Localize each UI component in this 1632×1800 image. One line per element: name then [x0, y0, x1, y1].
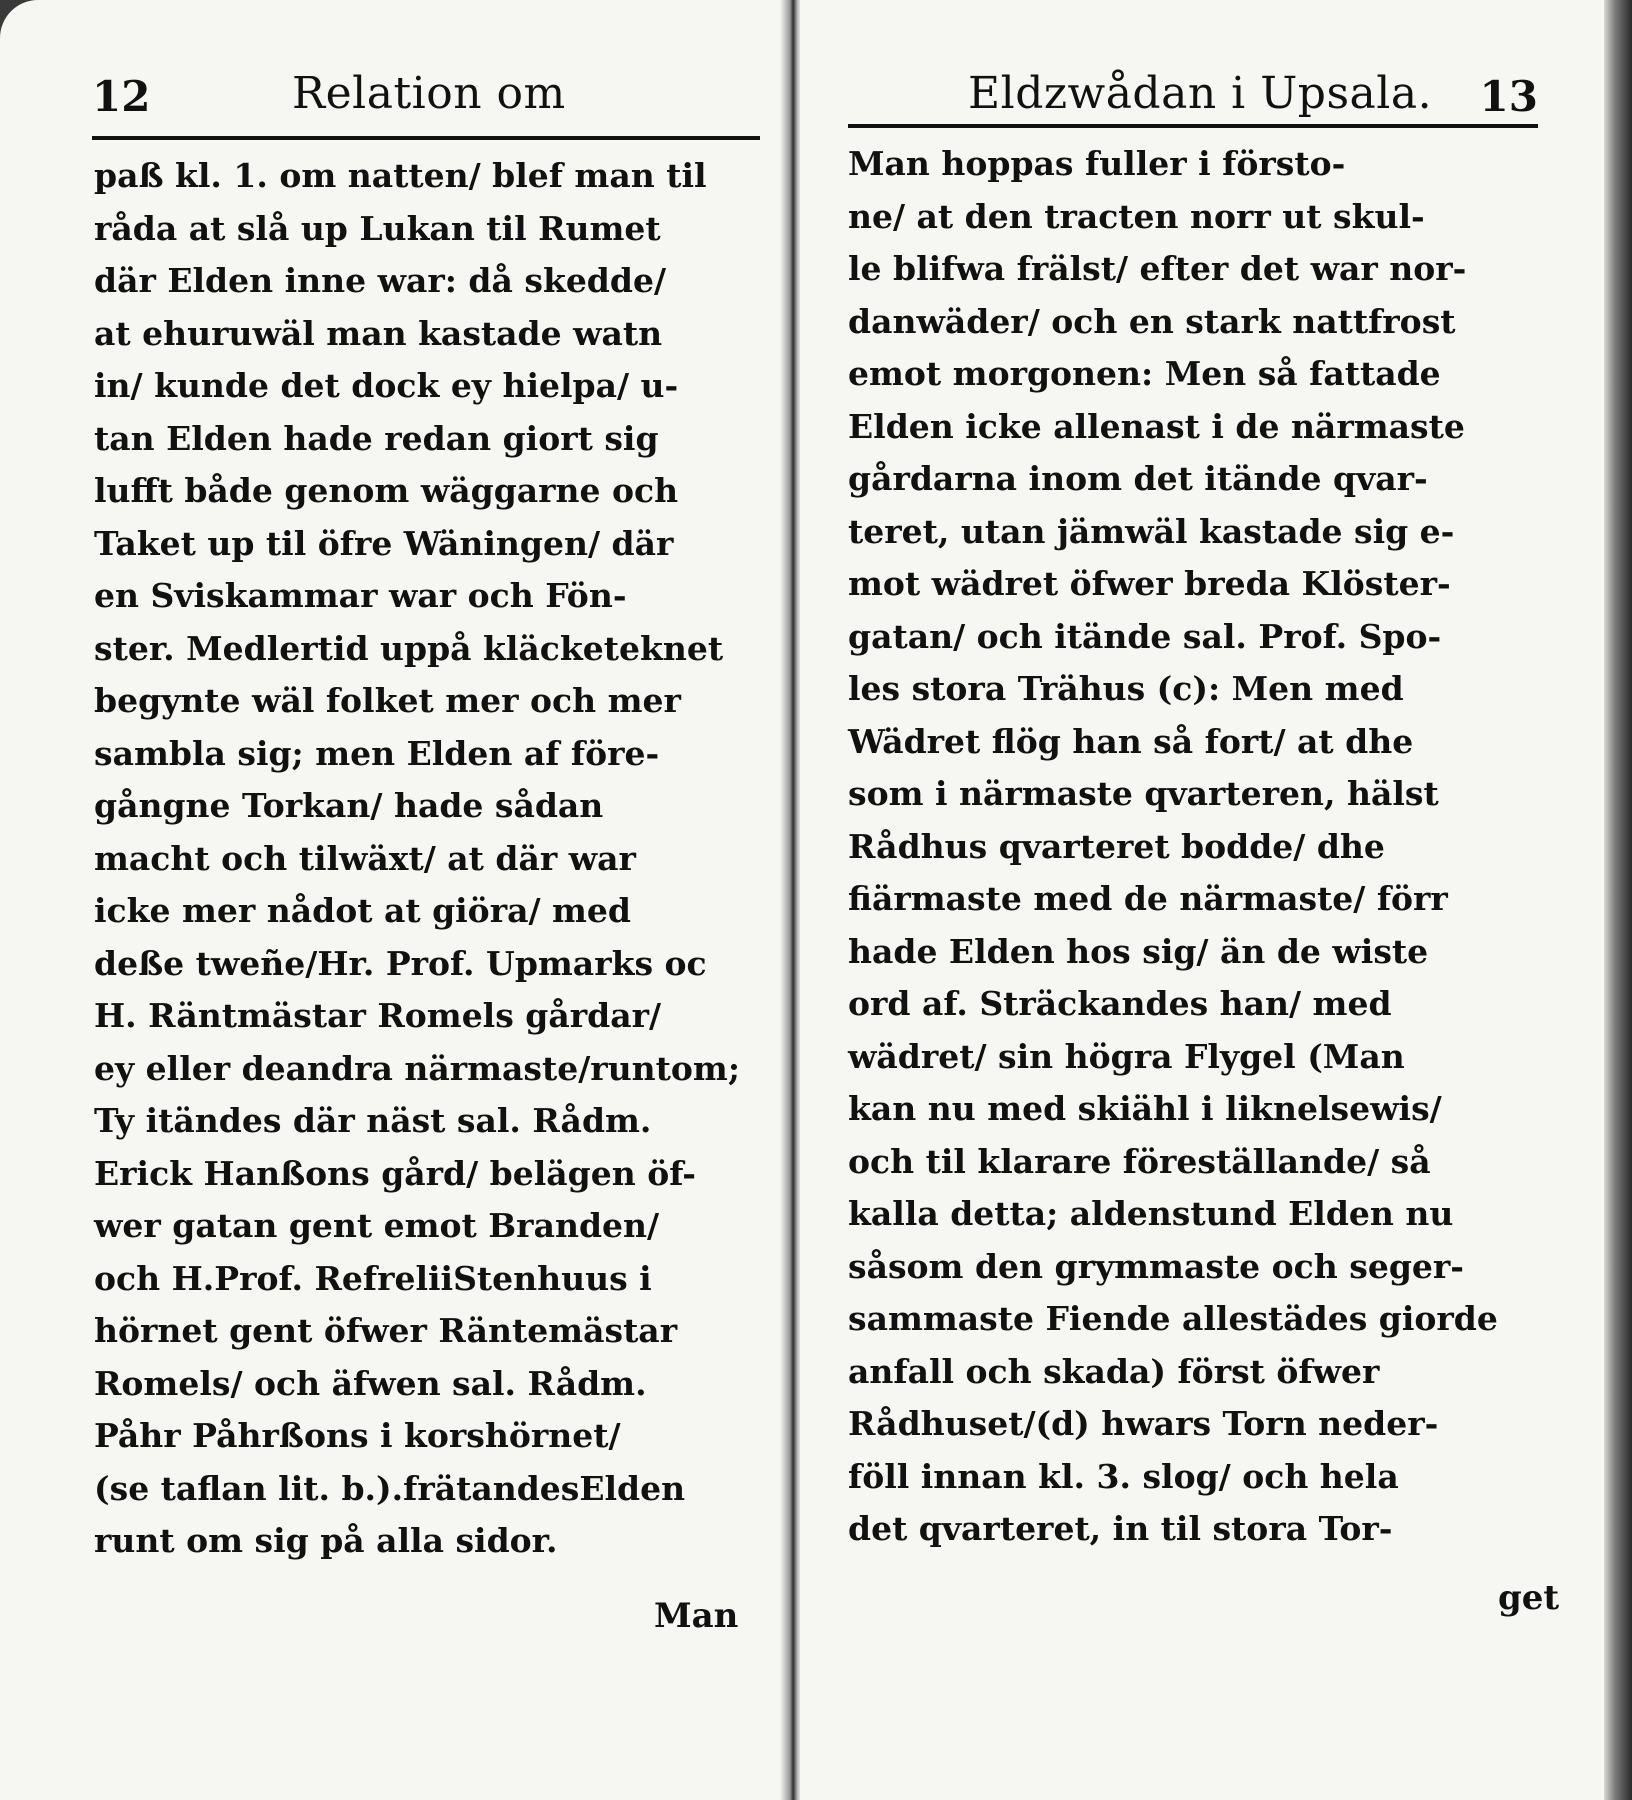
text-line: gatan/ och itände sal. Prof. Spo-	[848, 616, 1442, 656]
text-line: och til klarare föreställande/ så	[848, 1141, 1431, 1181]
text-line: icke mer nådot at giöra/ med	[94, 891, 631, 930]
header-rule	[848, 124, 1538, 128]
text-line: och H.Prof. RefreliiStenhuus i	[94, 1258, 652, 1298]
right-page	[800, 0, 1632, 1800]
text-line: runt om sig på alla sidor.	[94, 1521, 558, 1560]
text-line: det qvarteret, in til stora Tor-	[848, 1509, 1393, 1548]
text-line: sammaste Fiende allestädes giorde	[848, 1299, 1498, 1338]
text-line: råda at slå up Lukan til Rumet	[94, 208, 661, 248]
text-line: in/ kunde det dock ey hielpa/ u-	[94, 366, 679, 405]
left-page	[0, 0, 790, 1800]
book-fore-edge	[1604, 0, 1632, 1800]
text-line: Rådhus qvarteret bodde/ dhe	[848, 826, 1385, 866]
text-line: les stora Trähus (c): Men med	[848, 669, 1404, 708]
text-line: wer gatan gent emot Branden/	[94, 1206, 660, 1245]
text-line: ster. Medlertid uppå kläcketeknet	[94, 628, 724, 668]
page-number: 12	[92, 72, 151, 121]
right-page-text	[848, 138, 1548, 1556]
text-line: deße tweñe/Hr. Prof. Upmarks oc	[94, 943, 707, 983]
text-line: Romels/ och äfwen sal. Rådm.	[94, 1363, 647, 1403]
text-line: lufft både genom wäggarne och	[94, 471, 679, 510]
text-line: ne/ at den tracten norr ut skul-	[848, 196, 1425, 236]
text-line: sambla sig; men Elden af före-	[94, 733, 660, 773]
text-line: såsom den grymmaste och seger-	[848, 1246, 1464, 1286]
text-line: Erick Hanßons gård/ belägen öf-	[94, 1153, 696, 1193]
catchword: get	[1498, 1578, 1560, 1618]
text-line: kalla detta; aldenstund Elden nu	[848, 1194, 1454, 1233]
text-line: Man hoppas fuller i försto-	[848, 144, 1346, 183]
text-line: ey eller deandra närmaste/runtom;	[94, 1048, 741, 1088]
text-line: wädret/ sin högra Flygel (Man	[848, 1036, 1405, 1076]
book-gutter	[780, 0, 802, 1800]
page-number: 13	[1479, 72, 1538, 121]
text-line: föll innan kl. 3. slog/ och hela	[848, 1456, 1399, 1496]
text-line: fiärmaste med de närmaste/ förr	[848, 879, 1448, 918]
text-line: emot morgonen: Men så fattade	[848, 354, 1441, 393]
text-line: H. Räntmästar Romels gårdar/	[94, 996, 662, 1035]
text-line: hörnet gent öfwer Räntemästar	[94, 1311, 678, 1350]
text-line: le blifwa frälst/ efter det war nor-	[848, 249, 1467, 288]
header-rule	[92, 136, 760, 140]
text-line: Elden icke allenast i de närmaste	[848, 406, 1465, 446]
text-line: Rådhuset/(d) hwars Torn neder-	[848, 1404, 1439, 1443]
text-line: (se taflan lit. b.).frätandesElden	[94, 1468, 686, 1508]
text-line: gårdarna inom det itände qvar-	[848, 459, 1428, 498]
text-line: en Sviskammar war och Fön-	[94, 576, 627, 615]
text-line: hade Elden hos sig/ än de wiste	[848, 931, 1429, 971]
text-line: där Elden inne war: då skedde/	[94, 261, 667, 300]
text-line: tan Elden hade redan giort sig	[94, 418, 659, 458]
text-line: mot wädret öfwer breda Klöster-	[848, 564, 1451, 603]
text-line: som i närmaste qvarteren, hälst	[848, 774, 1439, 813]
text-line: teret, utan jämwäl kastade sig e-	[848, 511, 1455, 551]
text-line: Taket up til öfre Wäningen/ där	[94, 523, 674, 563]
left-page-header	[92, 64, 760, 134]
text-line: anfall och skada) först öfwer	[848, 1351, 1380, 1391]
text-line: ord af. Sträckandes han/ med	[848, 984, 1392, 1023]
running-head: Eldzwådan i Upsala.	[968, 68, 1433, 119]
text-line: danwäder/ och en stark nattfrost	[848, 301, 1456, 341]
catchword: Man	[654, 1596, 739, 1636]
text-line: macht och tilwäxt/ at där war	[94, 838, 636, 878]
text-line: Påhr Påhrßons i korshörnet/	[94, 1416, 621, 1455]
left-page-text	[94, 150, 762, 1568]
text-line: Ty itändes där näst sal. Rådm.	[94, 1101, 652, 1140]
text-line: kan nu med skiähl i liknelsewis/	[848, 1089, 1442, 1128]
text-line: gångne Torkan/ hade sådan	[94, 786, 604, 825]
text-line: Wädret flög han så fort/ at dhe	[848, 721, 1414, 761]
text-line: paß kl. 1. om natten/ blef man til	[94, 156, 707, 195]
text-line: at ehuruwäl man kastade watn	[94, 313, 663, 353]
text-line: begynte wäl folket mer och mer	[94, 681, 681, 720]
running-head: Relation om	[292, 68, 566, 119]
